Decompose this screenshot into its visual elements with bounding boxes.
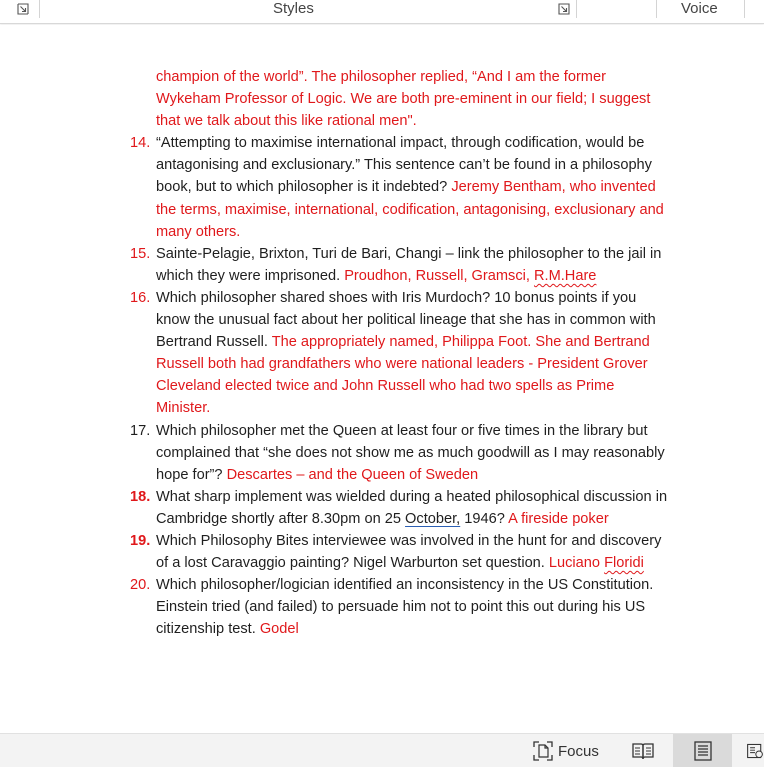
focus-label: Focus: [558, 742, 599, 760]
ribbon-bar: [0, 0, 764, 24]
answer-text: The appropriately named, Philippa Foot. She and Bertrand Russell both had grandfathers who were national leaders - President Grover Cleveland elected twice and John Russell who had two spells as Prime Minister.: [156, 334, 650, 417]
spelling-flag[interactable]: R.M.Hare: [533, 267, 597, 284]
answer-text: Luciano: [548, 555, 605, 572]
question-item-15: [130, 243, 670, 287]
question-number: 16.: [130, 289, 151, 306]
question-number: 18.: [130, 488, 151, 505]
ribbon-separator: [576, 0, 577, 18]
answer-text: Proudhon, Russell, Gramsci,: [344, 267, 534, 284]
focus-button[interactable]: [528, 734, 604, 767]
dialog-launcher-icon[interactable]: [17, 3, 29, 15]
question-number: 14.: [130, 135, 151, 152]
focus-mode-icon: [532, 740, 554, 762]
question-item-16: [130, 287, 670, 420]
question-item-17: [130, 420, 670, 486]
ribbon-separator: [744, 0, 745, 18]
question-item-20: [130, 574, 670, 640]
question-text: Sainte-Pelagie, Brixton, Turi de Bari, Changi – link the philosopher to the jail in which they were imprisoned.: [156, 245, 662, 284]
question-text: Which philosopher met the Queen at least four or five times in the library but complained that “she does not show me as much goodwill as I may reasonably hope for”?: [156, 422, 665, 483]
status-bar: [0, 733, 764, 767]
ribbon-separator: [39, 0, 40, 18]
question-text: What sharp implement was wielded during a heated philosophical discussion in Cambridge shortly after 8.30pm on 25: [156, 488, 668, 527]
question-number: 19.: [130, 532, 151, 549]
styles-dialog-launcher-icon[interactable]: [558, 3, 570, 15]
answer-text: Descartes – and the Queen of Sweden: [226, 466, 479, 483]
question-number: 15.: [130, 245, 151, 262]
question-text: Which philosopher/logician identified an inconsistency in the US Constitution. Einstein tried (and failed) to persuade him not to point this out during his US citizenship test.: [156, 577, 654, 638]
read-mode-icon: [631, 741, 655, 761]
question-text: Which philosopher shared shoes with Iris Murdoch? 10 bonus points if you know the unusual fact about her political lineage that she has in common with Bertrand Russell.: [156, 289, 656, 351]
print-layout-icon: [693, 740, 713, 762]
question-item-14: [130, 132, 670, 242]
styles-group-label: Styles: [273, 0, 314, 17]
question-text: Which Philosophy Bites interviewee was involved in the hunt for and discovery of a lost Caravaggio painting? Nigel Warburton set question.: [156, 532, 662, 572]
grammar-flag[interactable]: October,: [405, 510, 461, 527]
print-layout-button[interactable]: [673, 734, 732, 767]
question-text: 1946?: [460, 510, 509, 527]
spelling-flag[interactable]: Floridi: [604, 555, 644, 572]
ribbon-separator: [656, 0, 657, 18]
answer-text: Jeremy Bentham, who invented the terms, maximise, international, codification, antagonising, exclusionary and many others.: [156, 179, 664, 240]
answer-text: champion of the world”. The philosopher replied, “And I am the former Wykeham Professor of Logic. We are both pre-eminent in our field; I suggest that we talk about this like rational men".: [156, 69, 651, 130]
question-continuation: [130, 66, 670, 132]
web-layout-icon: [746, 740, 764, 762]
answer-text: Godel: [259, 621, 299, 638]
question-list: [130, 66, 670, 640]
voice-group-label: Voice: [681, 0, 718, 17]
question-item-18: [130, 486, 670, 530]
read-mode-button[interactable]: [626, 734, 660, 767]
question-number: 17.: [130, 422, 151, 439]
question-text: “Attempting to maximise international impact, through codification, would be antagonising and exclusionary.” This sentence can’t be found in a philosophy book, but to which philosopher is it indebted?: [156, 135, 652, 196]
answer-text: A fireside poker: [508, 510, 609, 527]
question-number: 20.: [130, 577, 151, 594]
document-page[interactable]: [0, 25, 764, 733]
question-item-19: [130, 530, 670, 574]
web-layout-button[interactable]: [746, 734, 764, 767]
